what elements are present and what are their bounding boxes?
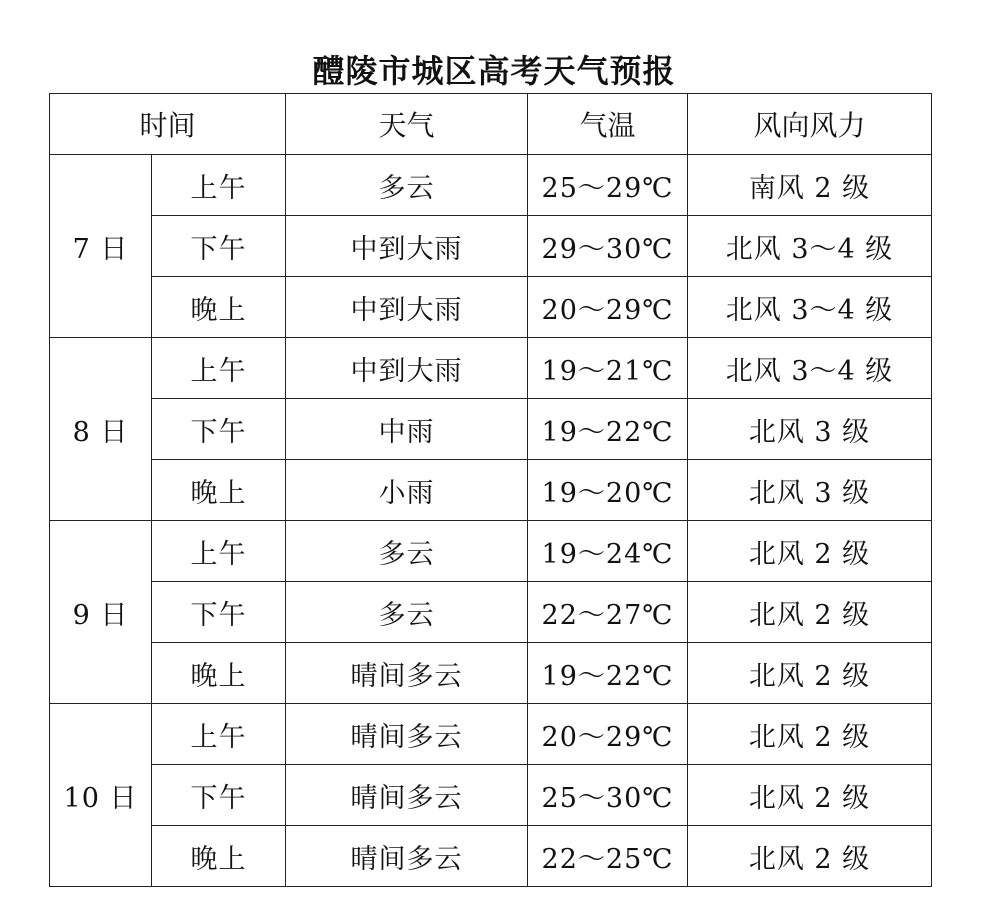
temp-cell: 19～20℃	[528, 460, 688, 521]
wind-cell: 北风 2 级	[688, 643, 932, 704]
date-cell: 10 日	[50, 704, 152, 887]
period-cell: 下午	[152, 399, 286, 460]
period-cell: 上午	[152, 338, 286, 399]
temp-cell: 22～25℃	[528, 826, 688, 887]
table-row	[50, 155, 932, 216]
weather-cell: 晴间多云	[286, 826, 528, 887]
table-row	[50, 277, 932, 338]
wind-cell: 南风 2 级	[688, 155, 932, 216]
date-cell: 8 日	[50, 338, 152, 521]
table-row	[50, 399, 932, 460]
header-temperature: 气温	[528, 94, 688, 155]
table-row	[50, 216, 932, 277]
temp-cell: 19～22℃	[528, 643, 688, 704]
forecast-table	[49, 93, 932, 887]
period-cell: 下午	[152, 216, 286, 277]
temp-cell: 20～29℃	[528, 277, 688, 338]
table-row	[50, 521, 932, 582]
temp-cell: 20～29℃	[528, 704, 688, 765]
wind-cell: 北风 2 级	[688, 704, 932, 765]
period-cell: 上午	[152, 155, 286, 216]
period-cell: 晚上	[152, 460, 286, 521]
table-row	[50, 765, 932, 826]
header-time: 时间	[50, 94, 286, 155]
wind-cell: 北风 2 级	[688, 582, 932, 643]
table-row	[50, 582, 932, 643]
header-wind: 风向风力	[688, 94, 932, 155]
table-row	[50, 826, 932, 887]
header-row	[50, 94, 932, 155]
table-row	[50, 704, 932, 765]
period-cell: 上午	[152, 521, 286, 582]
table-row	[50, 338, 932, 399]
weather-cell: 晴间多云	[286, 704, 528, 765]
wind-cell: 北风 3 级	[688, 460, 932, 521]
header-weather: 天气	[286, 94, 528, 155]
date-cell: 7 日	[50, 155, 152, 338]
wind-cell: 北风 3～4 级	[688, 338, 932, 399]
weather-cell: 小雨	[286, 460, 528, 521]
wind-cell: 北风 3～4 级	[688, 277, 932, 338]
temp-cell: 19～21℃	[528, 338, 688, 399]
period-cell: 下午	[152, 582, 286, 643]
weather-cell: 中到大雨	[286, 277, 528, 338]
period-cell: 晚上	[152, 826, 286, 887]
wind-cell: 北风 2 级	[688, 521, 932, 582]
period-cell: 晚上	[152, 277, 286, 338]
period-cell: 下午	[152, 765, 286, 826]
temp-cell: 25～30℃	[528, 765, 688, 826]
wind-cell: 北风 2 级	[688, 765, 932, 826]
date-cell: 9 日	[50, 521, 152, 704]
wind-cell: 北风 2 级	[688, 826, 932, 887]
table-row	[50, 643, 932, 704]
weather-cell: 中到大雨	[286, 216, 528, 277]
temp-cell: 25～29℃	[528, 155, 688, 216]
weather-cell: 中雨	[286, 399, 528, 460]
weather-cell: 晴间多云	[286, 765, 528, 826]
page-title: 醴陵市城区高考天气预报	[312, 52, 676, 90]
weather-cell: 多云	[286, 155, 528, 216]
temp-cell: 19～22℃	[528, 399, 688, 460]
weather-cell: 多云	[286, 521, 528, 582]
period-cell: 上午	[152, 704, 286, 765]
temp-cell: 19～24℃	[528, 521, 688, 582]
temp-cell: 29～30℃	[528, 216, 688, 277]
wind-cell: 北风 3 级	[688, 399, 932, 460]
weather-cell: 多云	[286, 582, 528, 643]
table-row	[50, 460, 932, 521]
weather-cell: 中到大雨	[286, 338, 528, 399]
temp-cell: 22～27℃	[528, 582, 688, 643]
weather-cell: 晴间多云	[286, 643, 528, 704]
period-cell: 晚上	[152, 643, 286, 704]
wind-cell: 北风 3～4 级	[688, 216, 932, 277]
